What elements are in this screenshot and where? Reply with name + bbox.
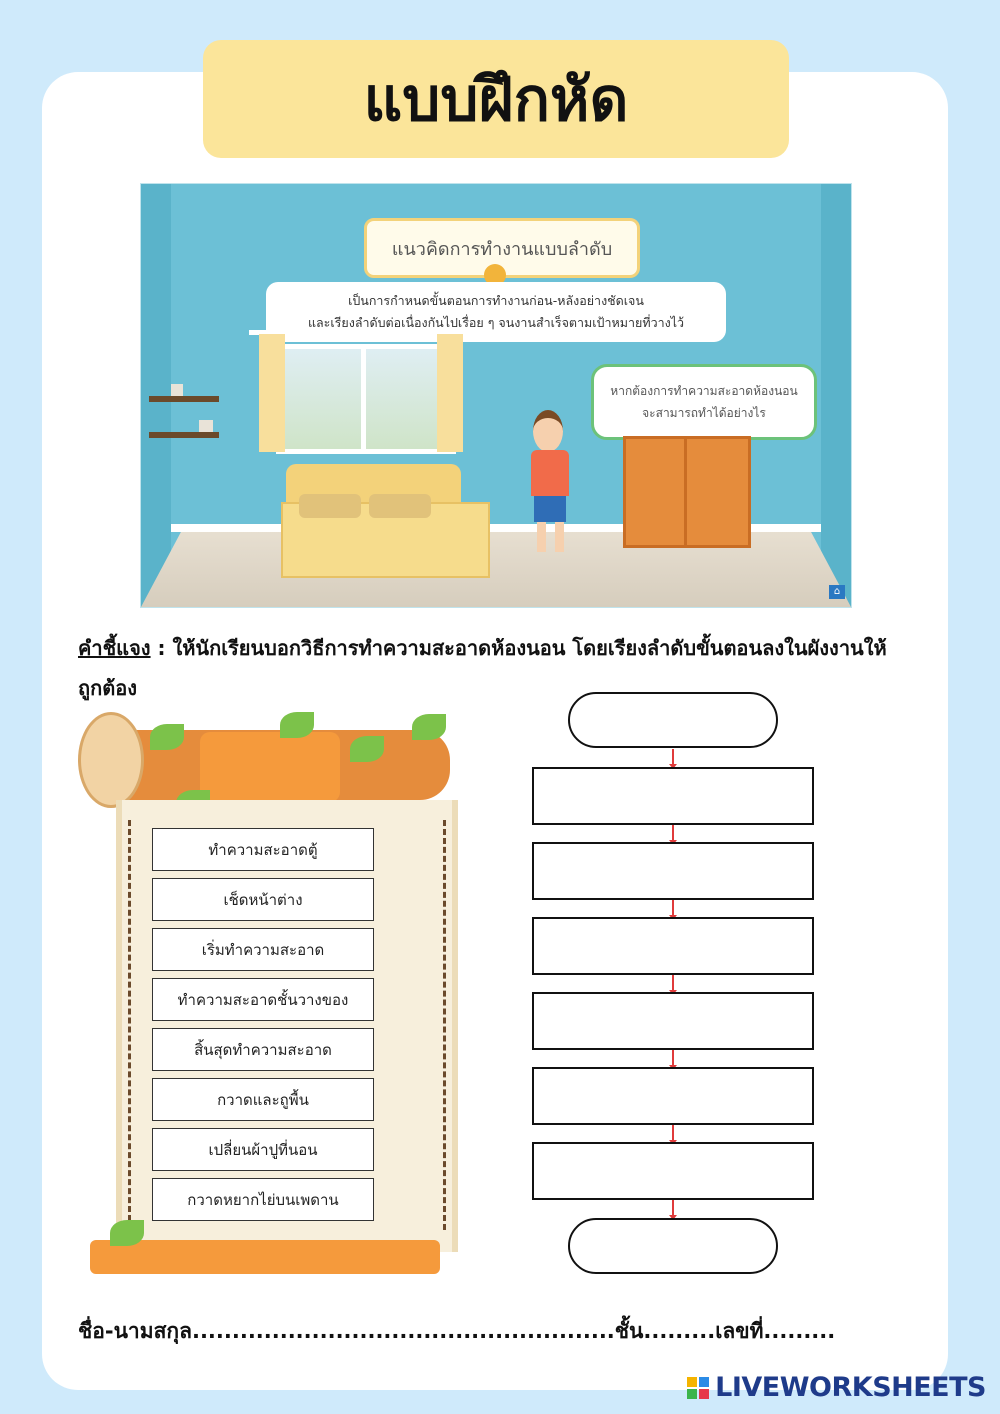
option-list (152, 828, 374, 1228)
concept-description-line-2: และเรียงลำดับต่อเนื่องกันไปเรื่อย ๆ จนงานสำเร็จตามเป้าหมายที่วางไว้ (307, 315, 685, 330)
speech-bubble (591, 364, 817, 440)
brand-footer (687, 1372, 986, 1403)
flowchart-step-slot[interactable] (532, 1142, 814, 1200)
stitch-decoration (443, 820, 446, 1230)
leaf-icon (280, 712, 314, 738)
boy-leg-icon (555, 522, 564, 552)
option-card[interactable]: สิ้นสุดทำความสะอาด (152, 1028, 374, 1071)
pillow-icon (369, 494, 431, 518)
liveworksheets-logo-icon (687, 1377, 709, 1399)
flow-arrow-icon (672, 1050, 674, 1066)
instructions-text: : ให้นักเรียนบอกวิธีการทำความสะอาดห้องนอน โดยเรียงลำดับขั้นตอนลงในผังงานให้ถูกต้อง (78, 636, 887, 700)
option-card[interactable]: กวาดและถูพื้น (152, 1078, 374, 1121)
boy-shorts-icon (534, 496, 566, 522)
flowchart-end-slot[interactable] (568, 1218, 778, 1274)
wood-plank-icon (200, 732, 340, 802)
boy-leg-icon (537, 522, 546, 552)
option-card[interactable]: ทำความสะอาดชั้นวางของ (152, 978, 374, 1021)
leaf-icon (350, 736, 384, 762)
flowchart-step-slot[interactable] (532, 917, 814, 975)
option-card[interactable]: กวาดหยากไย่บนเพดาน (152, 1178, 374, 1221)
flowchart-step-slot[interactable] (532, 1067, 814, 1125)
flow-arrow-icon (672, 975, 674, 991)
brand-name: LIVEWORKSHEETS (715, 1372, 986, 1403)
flowchart-step-slot[interactable] (532, 767, 814, 825)
flow-arrow-icon (672, 1125, 674, 1141)
instructions (78, 628, 898, 708)
flowchart-step-slot[interactable] (532, 842, 814, 900)
boy-shirt-icon (531, 450, 569, 496)
log-end-icon (78, 712, 144, 808)
student-info-line: ชื่อ-นามสกุล.....................................................ชั้น.........เลขที่......... (78, 1319, 836, 1343)
page-title: แบบฝึกหัด (203, 40, 789, 158)
stitch-decoration (128, 820, 131, 1230)
curtain-icon (259, 334, 285, 452)
wall-shelf-icon (149, 396, 219, 402)
scene-illustration (140, 183, 852, 608)
option-card[interactable]: เช็ดหน้าต่าง (152, 878, 374, 921)
boy-head-icon (533, 410, 563, 452)
flowchart-step-slot[interactable] (532, 992, 814, 1050)
flow-arrow-icon (672, 825, 674, 841)
option-card[interactable]: ทำความสะอาดตู้ (152, 828, 374, 871)
wall-shelf-icon (149, 432, 219, 438)
option-card[interactable]: เปลี่ยนผ้าปูที่นอน (152, 1128, 374, 1171)
shelf-box-icon (171, 384, 183, 396)
flowchart-start-slot[interactable] (568, 692, 778, 748)
speech-bubble-line-1: หากต้องการทำความสะอาดห้องนอน (610, 384, 798, 398)
wardrobe-icon (623, 436, 751, 548)
option-card[interactable]: เริ่มทำความสะอาด (152, 928, 374, 971)
pillow-icon (299, 494, 361, 518)
speech-bubble-line-2: จะสามารถทำได้อย่างไร (642, 406, 766, 420)
concept-description-line-1: เป็นการกำหนดขั้นตอนการทำงานก่อน-หลังอย่างชัดเจน (348, 293, 644, 308)
concept-banner: แนวคิดการทำงานแบบลำดับ (364, 218, 640, 278)
flow-arrow-icon (672, 1200, 674, 1216)
shelf-box-icon (199, 420, 213, 432)
leaf-icon (110, 1220, 144, 1246)
flow-arrow-icon (672, 749, 674, 765)
leaf-icon (150, 724, 184, 750)
right-wall (821, 184, 851, 607)
scroll-bottom-log-icon (90, 1240, 440, 1274)
window-icon (276, 344, 456, 454)
instructions-label: คำชี้แจง (78, 636, 151, 660)
home-icon: ⌂ (829, 585, 845, 599)
leaf-icon (412, 714, 446, 740)
curtain-icon (437, 334, 463, 452)
flow-arrow-icon (672, 900, 674, 916)
